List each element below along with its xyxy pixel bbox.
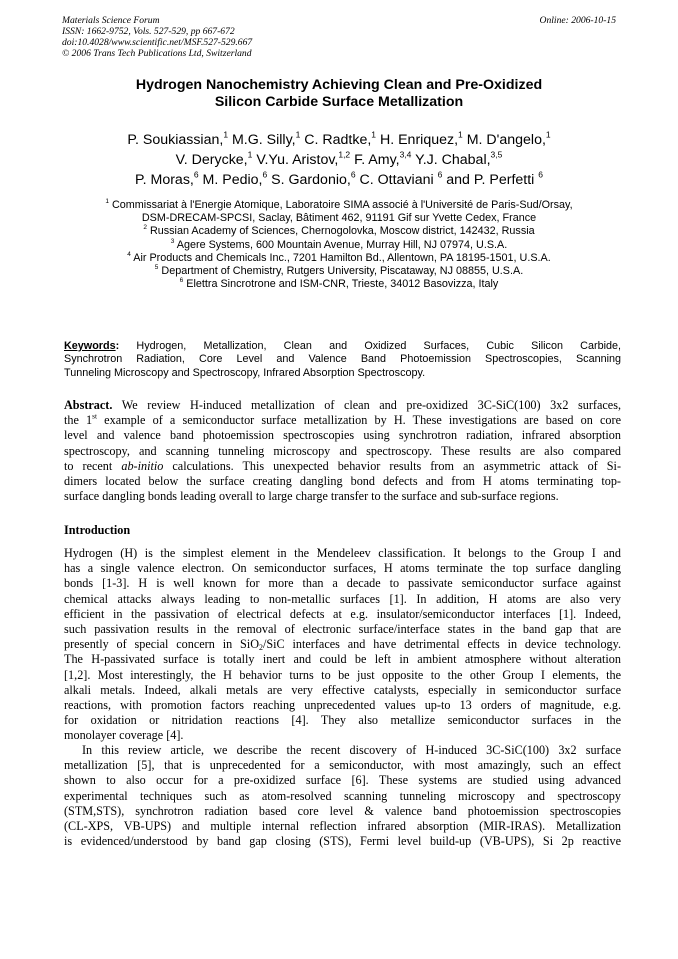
author-row-3 (62, 170, 616, 190)
author: C. Ottaviani (355, 172, 438, 188)
abstract-line (64, 398, 621, 413)
affiliation-mark: 3 (170, 237, 175, 245)
ordinal-suffix: st (92, 411, 98, 421)
text-line: has a single valence electron. On semiconductor surfaces, H atoms terminate the top surface dangling (64, 561, 621, 576)
author-affiliation-mark: 6 (350, 169, 356, 180)
author-affiliation-mark: 1 (458, 129, 463, 140)
text-line: such passivation results in the removal of electronic surface/interface states in the band gap that are (64, 622, 621, 637)
author-list (62, 130, 616, 190)
text-line: chemical attacks always leading to non-metallic surfaces [1]. In addition, H atoms are also very (64, 591, 621, 606)
keywords-colon: : (115, 340, 120, 352)
affiliation-text: Commissariat à l'Energie Atomique, Laboratoire SIMA associé à l'Université de Paris-Sud/Orsay, (109, 199, 573, 211)
online-date: Online: 2006-10-15 (539, 15, 616, 26)
affiliation-4 (62, 252, 616, 265)
abstract-text: the 1 (64, 413, 93, 428)
author-affiliation-mark: 1,2 (338, 149, 351, 160)
keywords-block (64, 340, 621, 380)
author-row-2 (62, 150, 616, 170)
author: V.Yu. Aristov, (252, 152, 339, 168)
journal-header (62, 15, 616, 59)
affiliation-mark: 4 (127, 250, 131, 258)
author: Y.J. Chabal, (411, 152, 491, 168)
issn-line: ISSN: 1662-9752, Vols. 527-529, pp 667-672 (62, 26, 235, 37)
text-line: Hydrogen (H) is the simplest element in the Mendeleev classification. It belongs to the Group I and (64, 546, 621, 560)
abstract-line: spectroscopy, and scanning tunneling microscopy and spectroscopy. These results are also compared (64, 443, 621, 458)
text-line: experimental techniques such as atom-resolved scanning tunneling microscopy and spectroscopy (64, 788, 621, 803)
author-affiliation-mark: 1 (223, 129, 229, 140)
author: S. Gardonio, (267, 172, 351, 188)
keywords-line: Synchrotron Radiation, Core Level and Valence Band Photoemission Spectroscopies, Scanning (64, 353, 621, 366)
paper-title (62, 77, 616, 111)
abstract-text: We review H-induced metallization of clean and pre-oxidized 3C-SiC(100) 3x2 surfaces, (112, 398, 621, 412)
affiliation-mark: 5 (154, 264, 159, 272)
affiliation-5 (62, 265, 616, 278)
text-line: (STM,STS), synchrotron radiation based core level & valence band photoemission spectroscopies (64, 803, 621, 818)
title-line-1: Hydrogen Nanochemistry Achieving Clean and Pre-Oxidized (135, 77, 543, 93)
affiliation-text: Elettra Sincrotrone and ISM-CNR, Trieste, 34012 Basovizza, Italy (183, 278, 499, 291)
author-affiliation-mark: 1 (247, 149, 253, 160)
affiliation-text: Russian Academy of Sciences, Chernogolovka, Moscow district, 142432, Russia (146, 225, 535, 238)
keywords-label: Keywords (64, 340, 116, 352)
author: P. Soukiassian, (127, 132, 224, 148)
text-line: In this review article, we describe the recent discovery of H-induced 3C-SiC(100) 3x2 surface (82, 743, 621, 757)
author-row-1 (62, 130, 616, 150)
author: F. Amy, (350, 152, 400, 168)
text-line (64, 637, 621, 652)
keywords-line (64, 340, 621, 353)
text-line: The H-passivated surface is totally inert and could be left in ambient atmosphere without alteration (64, 652, 621, 667)
abstract-text: to recent (64, 458, 122, 473)
affiliation-3 (62, 239, 616, 252)
title-line-2: Silicon Carbide Surface Metallization (214, 94, 464, 110)
text-line: monolayer coverage [4]. (64, 728, 184, 743)
abstract-line (64, 413, 621, 428)
author: M. Pedio, (198, 172, 263, 188)
author-affiliation-mark: 3,5 (490, 149, 503, 160)
copyright-line: © 2006 Trans Tech Publications Ltd, Switzerland (62, 48, 252, 59)
intro-paragraph-1 (64, 546, 621, 744)
text-segment: presently of special concern in SiO (64, 637, 260, 652)
abstract-line: level and valence band photoemission spectroscopies using synchrotron radiation, infrared absorption (64, 428, 621, 443)
text-line: efficient in the passivation of electrical defects at e.g. insulator/semiconductor interfaces [1]. Indeed, (64, 606, 621, 621)
text-line: [1,2]. Most interestingly, the H behavior turns to be just opposite to the other Group I elements, the (64, 667, 621, 682)
author-affiliation-mark: 1 (371, 129, 377, 140)
abstract-label: Abstract. (64, 398, 113, 412)
doi-line: doi:10.4028/www.scientific.net/MSF.527-529.667 (62, 37, 253, 48)
abstract-line: surface dangling bonds leading overall to large charge transfer to the surface and sub-surface regions. (64, 489, 559, 504)
affiliation-text: DSM-DRECAM-SPCSI, Saclay, Bâtiment 462, 91191 Gif sur Yvette Cedex, France (141, 212, 537, 225)
author: M. D'angelo, (462, 132, 546, 148)
abstract-text: example of a semiconductor surface metallization by H. These investigations are based on core (97, 413, 621, 428)
author-affiliation-mark: 1 (545, 129, 551, 140)
author-affiliation-mark: 6 (193, 169, 199, 180)
keywords-line: Tunneling Microscopy and Spectroscopy, Infrared Absorption Spectroscopy. (64, 366, 426, 379)
author: and P. Perfetti (442, 172, 539, 188)
text-line: (CL-XPS, VB-UPS) and multiple internal reflection infrared absorption (MIR-IRAS). Metallization (64, 819, 621, 834)
author-affiliation-mark: 6 (437, 169, 443, 180)
affiliation-1-cont (62, 212, 616, 225)
author: H. Enriquez, (376, 132, 459, 148)
author-affiliation-mark: 6 (262, 169, 268, 180)
abstract-italic: ab-initio (121, 458, 164, 473)
author-affiliation-mark: 1 (295, 129, 301, 140)
text-line: shown to also occur for a pre-oxidized surface [6]. These systems are studied using advanced (64, 773, 621, 788)
affiliation-6 (62, 278, 616, 291)
author: V. Derycke, (175, 152, 248, 168)
abstract-block (64, 398, 621, 504)
affiliation-1 (62, 199, 616, 212)
intro-paragraph-2 (64, 743, 621, 849)
affiliation-list (62, 199, 616, 291)
keywords-text: Hydrogen, Metallization, Clean and Oxidized Surfaces, Cubic Silicon Carbide, (119, 340, 621, 352)
affiliation-text: Department of Chemistry, Rutgers University, Piscataway, NJ 08855, U.S.A. (158, 265, 524, 278)
author-affiliation-mark: 3,4 (399, 149, 412, 160)
abstract-text: calculations. This unexpected behavior results from an asymmetric attack of Si- (163, 458, 621, 473)
abstract-line (64, 459, 621, 474)
abstract-line: dimers located below the surface creating dangling bond defects and from H atoms terminating top- (64, 474, 621, 489)
author-affiliation-mark: 6 (538, 169, 544, 180)
affiliation-mark: 6 (179, 277, 184, 285)
text-line: metallization [5], that is unprecedented for a semiconductor, with most amazingly, such an effect (64, 758, 621, 773)
text-line: alkali metals. Indeed, alkali metals are very effective catalysts, especially in semiconductor surface (64, 682, 621, 697)
text-line: is evidenced/understood by band gap closing (STS), Fermi level build-up (VB-UPS), Si 2p reactive (64, 834, 621, 849)
affiliation-mark: 2 (143, 224, 147, 232)
text-line: reactions, with promotion factors reaching unprecedented values up-to 13 orders of magnitude, e.g. (64, 698, 621, 713)
author: C. Radtke, (300, 132, 372, 148)
text-line: for oxidation or nitridation reactions [4]. They also metallize semiconductor surfaces in the (64, 713, 621, 728)
section-heading: Introduction (64, 523, 131, 537)
journal-name: Materials Science Forum (62, 15, 160, 26)
author: M.G. Silly, (228, 132, 296, 148)
subscript: 2 (259, 643, 263, 653)
text-line: bonds [1-3]. H is well known for more than a decade to passivate semiconductor surface against (64, 576, 621, 591)
author: P. Moras, (134, 172, 194, 188)
text-segment: /SiC interfaces and have detrimental effects in device technology. (262, 637, 621, 652)
affiliation-text: Air Products and Chemicals Inc., 7201 Hamilton Bd., Allentown, PA 18195-1501, U.S.A. (130, 251, 551, 264)
affiliation-mark: 1 (105, 198, 109, 206)
affiliation-text: Agere Systems, 600 Mountain Avenue, Murray Hill, NJ 07974, U.S.A. (174, 238, 508, 251)
affiliation-2 (62, 225, 616, 238)
